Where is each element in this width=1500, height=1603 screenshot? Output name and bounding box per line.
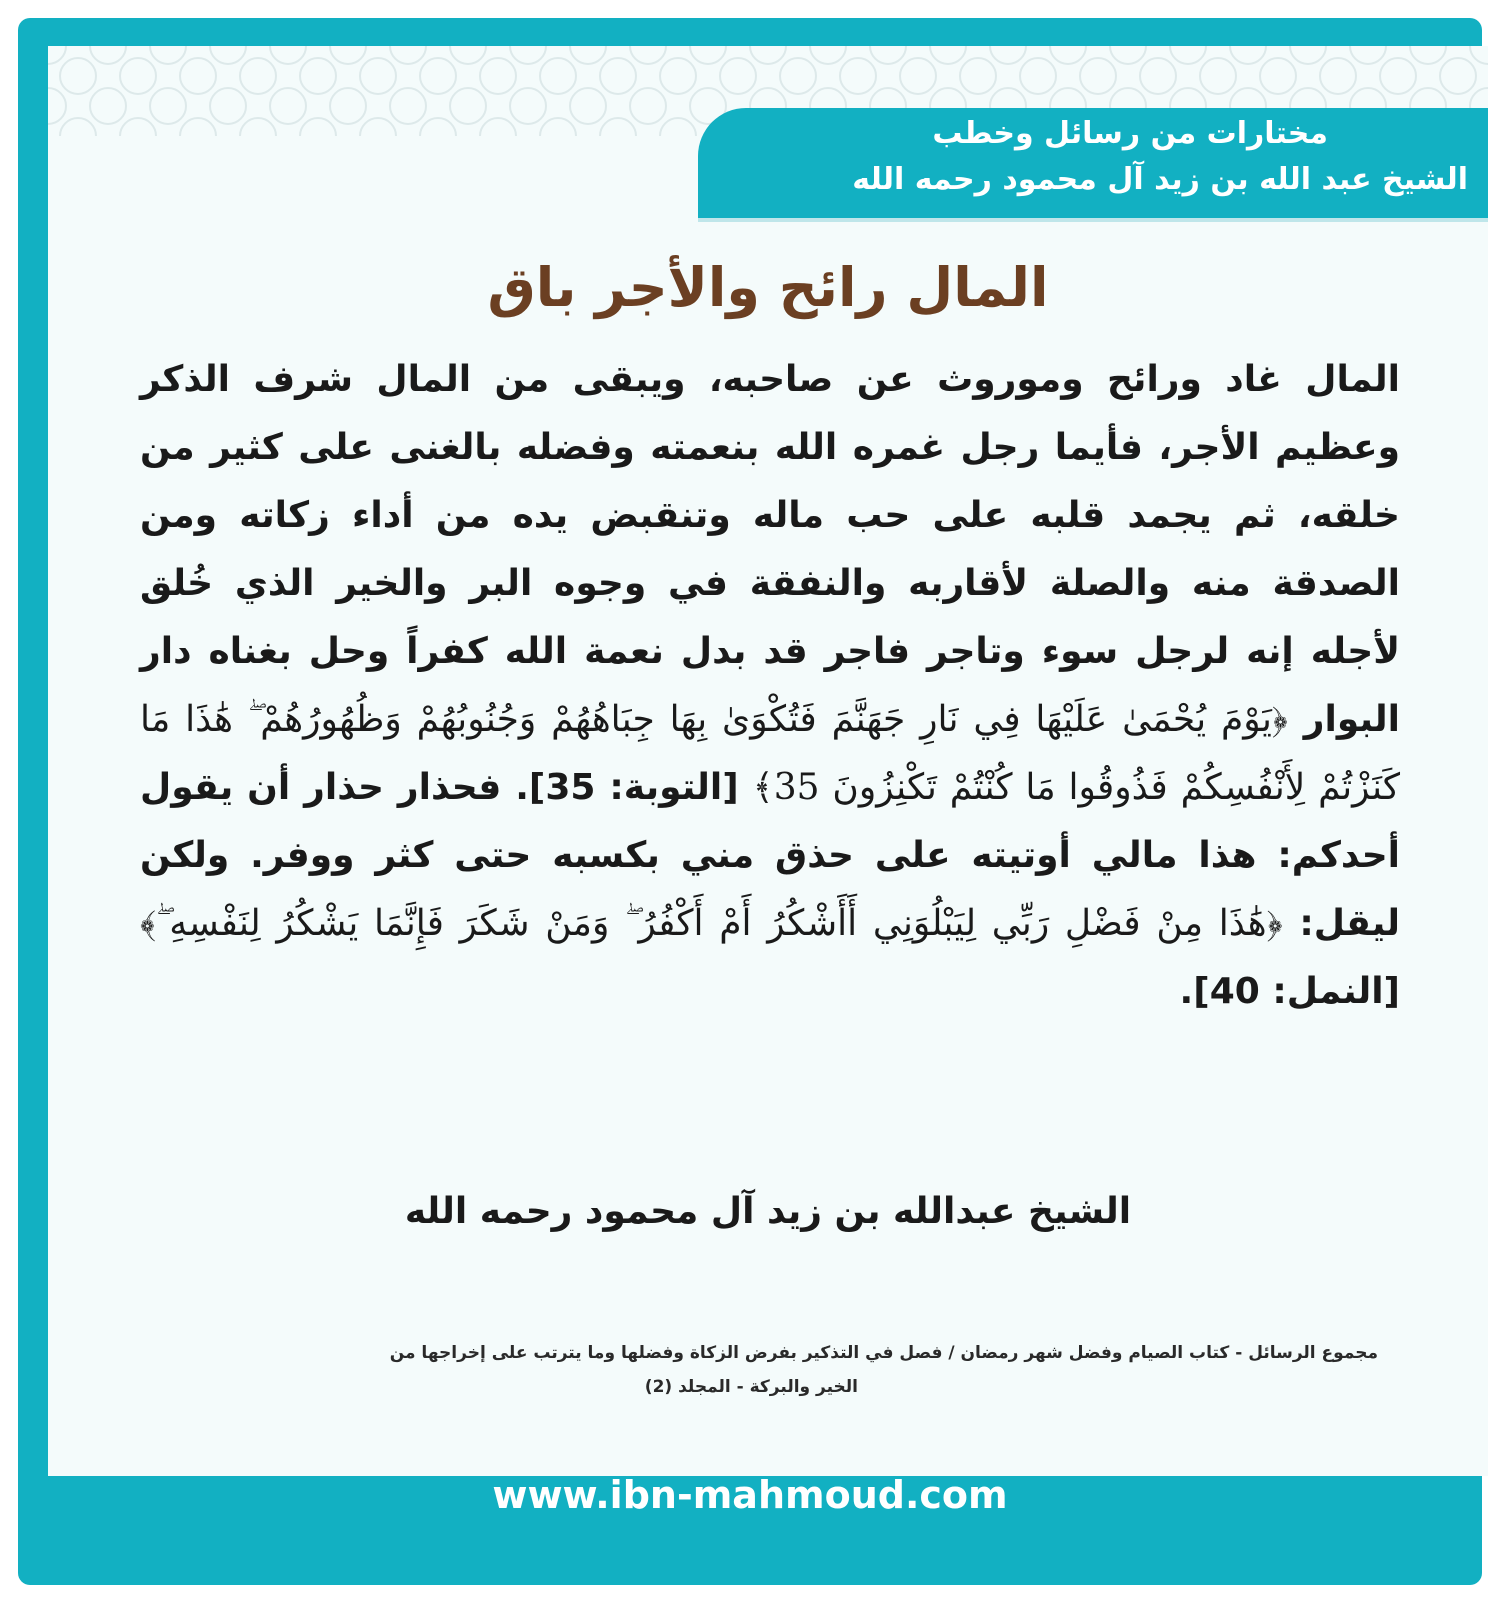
website-link[interactable]: www.ibn-mahmoud.com	[492, 1473, 1008, 1517]
author-signature: الشيخ عبدالله بن زيد آل محمود رحمه الله	[404, 1191, 1132, 1232]
quran-verse-1: ﴿يَوْمَ يُحْمَىٰ عَلَيْهَا فِي نَارِ جَهَنَّمَ فَتُكْوَىٰ بِهَا جِبَاهُهُمْ وَجُنُوبُهُمْ وَظُهُورُهُمْ ۖ هَٰذَا مَا كَنَزْتُمْ لِأَنْفُسِكُمْ فَذُوقُوا مَا كُنْتُمْ تَكْنِزُونَ 35﴾	[140, 699, 1401, 808]
source-citation	[148, 1336, 1378, 1404]
article-body	[140, 346, 1400, 1026]
content-card	[48, 46, 1488, 1476]
header-author: الشيخ عبد الله بن زيد آل محمود رحمه الله	[852, 162, 1468, 197]
body-text-part1: المال غاد ورائح وموروث عن صاحبه، ويبقى من المال شرف الذكر وعظيم الأجر، فأيما رجل غمره الله بنعمته وفضله بالغنى على كثير من خلقه، ثم يجمد قلبه على حب ماله وتنقبض يده من أداء زكاته ومن الصدقة منه والصلة لأقاربه والنفقة في وجوه البر والخير الذي خُلق لأجله إنه لرجل سوء وتاجر فاجر قد بدل نعمة الله كفراً وحل بغناه دار البوار	[140, 359, 1400, 740]
quran-verse-2: ﴿هَٰذَا مِنْ فَضْلِ رَبِّي لِيَبْلُوَنِي أَأَشْكُرُ أَمْ أَكْفُرُ ۖ وَمَنْ شَكَرَ فَإِنَّمَا يَشْكُرُ لِنَفْسِهِ ۖ﴾	[140, 903, 1283, 944]
page-frame	[18, 18, 1482, 1585]
body-text-part3: [النمل: 40].	[1179, 971, 1400, 1012]
source-line-1: مجموع الرسائل - كتاب الصيام وفضل شهر رمضان / فصل في التذكير بفرض الزكاة وفضلها وما يترتب على إخراجها من	[389, 1343, 1378, 1363]
article-title: المال رائح والأجر باق	[487, 256, 1049, 319]
body-text-part2: [التوبة: 35]. فحذار حذار أن يقول أحدكم: هذا مالي أوتيته على حذق مني بكسبه حتى كثر ووفر. ولكن ليقل:	[140, 767, 1400, 944]
header-subtitle: مختارات من رسائل وخطب	[932, 116, 1328, 151]
source-line-2: الخير والبركة - المجلد (2)	[644, 1377, 858, 1397]
header-banner	[698, 108, 1488, 218]
